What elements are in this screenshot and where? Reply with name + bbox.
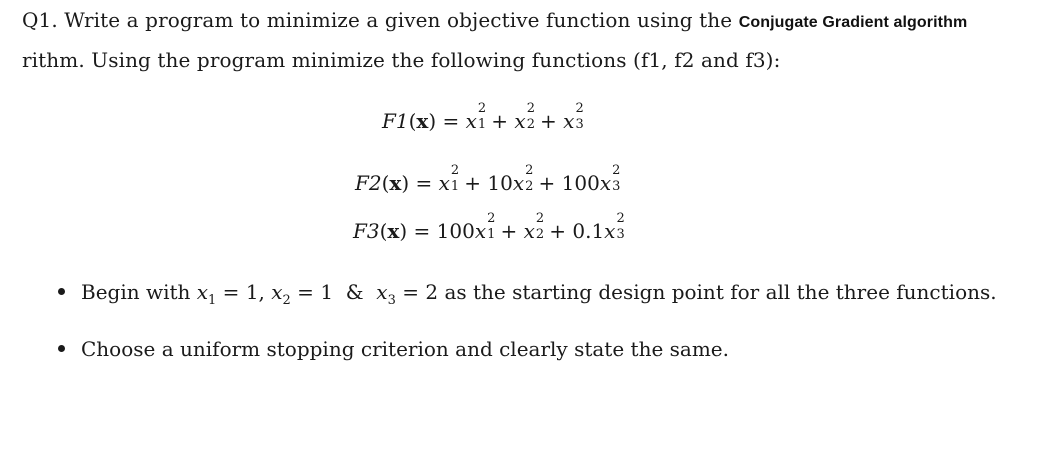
bullet-dot-icon: [58, 345, 65, 352]
x2-value: 1: [320, 280, 334, 304]
f1-arg: x: [416, 109, 429, 133]
ampersand: &: [345, 280, 364, 304]
f2-arg: x: [389, 171, 402, 195]
f2-name: F2: [355, 171, 382, 195]
f3-name: F3: [353, 219, 380, 243]
question-line-1: [22, 8, 967, 32]
bullet-1-suffix: as the starting design point for all the three functions.: [444, 280, 997, 304]
bullet-1-prefix: Begin with: [81, 280, 191, 304]
highlighted-term: Conjugate Gradient algorithm: [738, 14, 968, 31]
f2-coef3: 100: [561, 171, 600, 195]
question-line-2: rithm. Using the program minimize the following functions (f1, f2 and f3):: [22, 48, 781, 72]
f3-arg: x: [387, 219, 400, 243]
bullet-starting-point: Begin with $x_1 = 1$, $x_2 = 1$ & $x_3 = 2$ as the starting design point for all the three functions.: [58, 280, 997, 308]
equation-f2: F2(x) = x 2 1 + 10x 2 2 + 100x 2 3: [355, 163, 621, 195]
x1-value: 1: [245, 280, 259, 304]
f3-coef3: 0.1: [572, 219, 605, 243]
bullet-2-text: Choose a uniform stopping criterion and clearly state the same.: [81, 337, 729, 361]
bullet-stopping-criterion: [58, 337, 729, 361]
question-text: Q1. Write a program to minimize a given objective function using the: [22, 8, 733, 32]
equation-f3: F3(x) = 100x 2 1 + x 2 2 + 0.1x 2 3: [353, 211, 625, 243]
equation-f1: F1(x) = x 2 1 + x 2 2 + x 2 3: [382, 101, 584, 133]
f2-coef2: 10: [487, 171, 513, 195]
x3-value: 2: [425, 280, 439, 304]
bullet-dot-icon: [58, 288, 65, 295]
f1-name: F1: [382, 109, 409, 133]
f3-coef1: 100: [436, 219, 475, 243]
